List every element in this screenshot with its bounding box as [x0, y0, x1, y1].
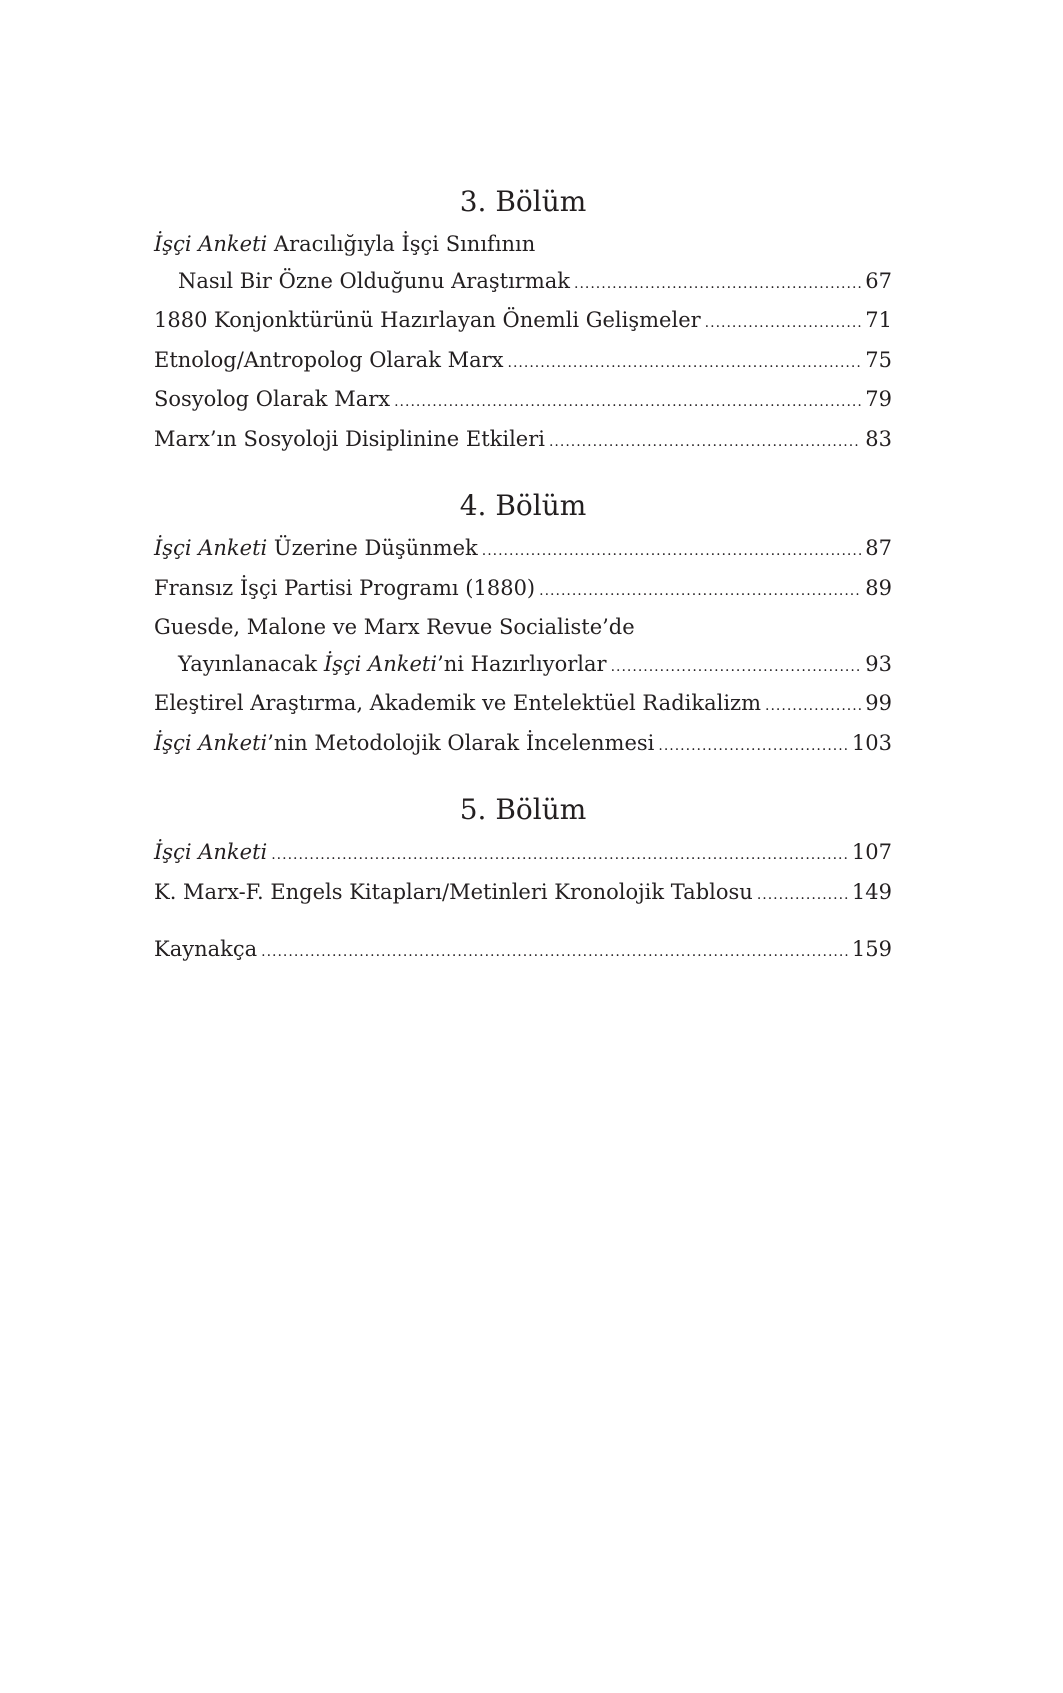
- chapter-heading: 5. Bölüm: [459, 793, 587, 826]
- dot-leader: [394, 384, 861, 421]
- page-number: 107: [851, 840, 892, 864]
- toc-entry-title: Nasıl Bir Özne Olduğunu Araştırmak: [178, 268, 570, 293]
- toc-entry-title: Etnolog/Antropolog Olarak Marx: [154, 347, 504, 372]
- page-number: 89: [865, 575, 892, 600]
- dot-leader: [261, 934, 848, 971]
- toc-entry-line: Guesde, Malone ve Marx Revue Socialiste’de: [154, 615, 635, 639]
- dot-leader: [549, 424, 861, 461]
- page-number: 87: [865, 536, 892, 560]
- toc-entry-title: Marx’ın Sosyoloji Disiplinine Etkileri: [154, 426, 545, 451]
- chapter-heading: 3. Bölüm: [459, 185, 587, 218]
- page-number: 83: [865, 426, 892, 451]
- toc-entry-title: Fransız İşçi Partisi Programı (1880): [154, 575, 536, 600]
- chapter-heading: 4. Bölüm: [459, 489, 587, 522]
- toc-entry-title: İşçi Anketi’nin Metodolojik Olarak İncelenmesi: [154, 730, 655, 755]
- toc-entry[interactable]: [154, 381, 892, 421]
- toc-entry-line: İşçi Anketi Aracılığıyla İşçi Sınıfının: [154, 232, 536, 256]
- toc-entry-title: K. Marx-F. Engels Kitapları/Metinleri Kronolojik Tablosu: [154, 879, 753, 904]
- toc-entry[interactable]: [154, 342, 892, 382]
- toc-entry[interactable]: [154, 421, 892, 461]
- toc-entry[interactable]: [154, 646, 892, 686]
- dot-leader: [757, 877, 848, 914]
- dot-leader: [658, 728, 848, 765]
- toc-entry-title: İşçi Anketi: [154, 840, 268, 864]
- dot-leader: [765, 688, 861, 725]
- table-of-contents: [154, 184, 892, 971]
- toc-entry-title: Sosyolog Olarak Marx: [154, 387, 391, 411]
- page-number: 149: [851, 879, 892, 904]
- toc-entry[interactable]: [154, 725, 892, 765]
- dot-leader: [508, 345, 862, 382]
- toc-entry[interactable]: [154, 834, 892, 874]
- page-number: 67: [865, 268, 892, 293]
- page-number: 99: [865, 691, 892, 715]
- toc-entry-title: 1880 Konjonktürünü Hazırlayan Önemli Gelişmeler: [154, 308, 701, 332]
- toc-entry-title: Kaynakça: [154, 937, 258, 961]
- dot-leader: [574, 266, 861, 303]
- toc-entry-title: Eleştirel Araştırma, Akademik ve Entelektüel Radikalizm: [154, 691, 762, 715]
- page-number: 75: [865, 347, 892, 372]
- toc-entry-bibliography[interactable]: [154, 931, 892, 971]
- toc-entry[interactable]: [154, 570, 892, 610]
- page-number: 93: [865, 651, 892, 676]
- toc-entry[interactable]: [154, 302, 892, 342]
- dot-leader: [705, 305, 862, 342]
- toc-entry-title: İşçi Anketi Üzerine Düşünmek: [154, 536, 478, 560]
- dot-leader: [271, 837, 848, 874]
- dot-leader: [482, 533, 862, 570]
- toc-entry[interactable]: [154, 685, 892, 725]
- toc-entry[interactable]: [154, 874, 892, 914]
- toc-entry[interactable]: [154, 530, 892, 570]
- toc-entry-title: Yayınlanacak İşçi Anketi’ni Hazırlıyorlar: [178, 651, 607, 676]
- spacer: [154, 913, 892, 931]
- page-number: 103: [851, 730, 892, 755]
- toc-entry[interactable]: [154, 263, 892, 303]
- page-number: 71: [865, 308, 892, 332]
- dot-leader: [611, 649, 862, 686]
- dot-leader: [539, 573, 861, 610]
- page-number: 159: [851, 937, 892, 961]
- page-number: 79: [865, 387, 892, 411]
